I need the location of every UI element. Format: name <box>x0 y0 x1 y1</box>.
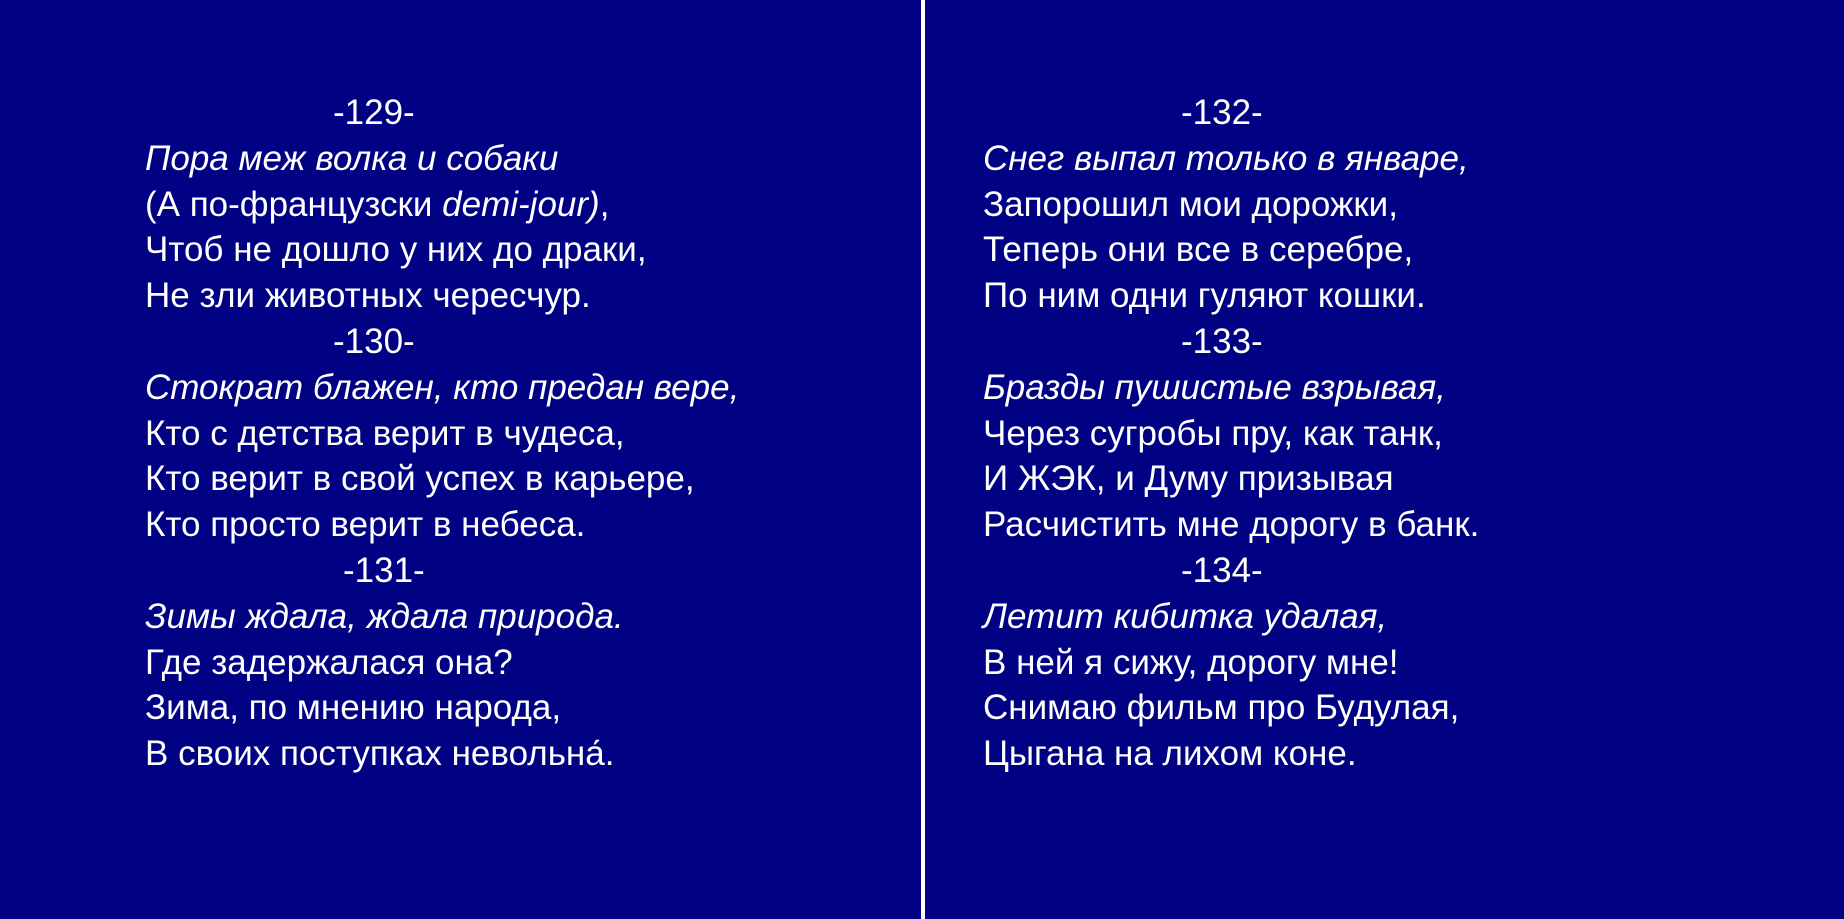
stanza-134-line-3: Снимаю фильм про Будулая, <box>983 688 1460 728</box>
stanza-133-line-4: Расчистить мне дорогу в банк. <box>983 505 1480 545</box>
right-column <box>983 90 1479 777</box>
stanza-number-134: -134- <box>1181 550 1263 590</box>
stanza-number-130: -130- <box>333 321 415 361</box>
stanza-number-129: -129- <box>333 93 415 132</box>
stanza-number-132: -132- <box>1181 93 1263 132</box>
stanza-133-line-3: И ЖЭК, и Думу призывая <box>983 459 1394 499</box>
stanza-130-line-1: Стократ блажен, кто предан вере, <box>145 367 740 407</box>
stanza-131-line-3: Зима, по мнению народа, <box>145 688 562 728</box>
stanza-129-line-4: Не зли животных чересчур. <box>145 276 591 316</box>
stanza-131-line-1: Зимы ждала, ждала природа. <box>145 596 624 636</box>
stanza-134-line-4: Цыгана на лихом коне. <box>983 734 1357 774</box>
stanza-131-line-2: Где задержалася она? <box>145 642 513 682</box>
stanza-132-line-2: Запорошил мои дорожки, <box>983 184 1398 224</box>
stanza-134-line-1: Летит кибитка удалая, <box>983 596 1388 636</box>
stanza-129-line-2-text: (А по-французски <box>145 184 443 224</box>
stanza-129-line-2-italic: demi-jour) <box>442 184 600 224</box>
stanza-number-133: -133- <box>1181 321 1263 361</box>
stanza-130-line-2: Кто с детства верит в чудеса, <box>145 413 625 453</box>
stanza-134-line-2: В ней я сижу, дорогу мне! <box>983 642 1399 682</box>
stanza-131-line-4: В своих поступках невольна́. <box>145 734 615 774</box>
stanza-132-line-3: Теперь они все в серебре, <box>983 230 1414 270</box>
stanza-130-line-3: Кто верит в свой успех в карьере, <box>145 459 695 499</box>
stanza-133-line-1: Бразды пушистые взрывая, <box>983 367 1446 407</box>
stanza-129-line-2 <box>145 182 739 228</box>
stanza-133-line-2: Через сугробы пру, как танк, <box>983 413 1443 453</box>
stanza-130-line-4: Кто просто верит в небеса. <box>145 505 586 545</box>
stanza-132-line-1: Снег выпал только в январе, <box>983 138 1469 178</box>
column-divider <box>921 0 925 919</box>
stanza-129-line-3: Чтоб не дошло у них до драки, <box>145 230 647 270</box>
left-column <box>145 90 739 777</box>
stanza-129-line-2-tail: , <box>599 184 610 224</box>
stanza-129-line-1: Пора меж волка и собаки <box>145 138 559 178</box>
stanza-132-line-4: По ним одни гуляют кошки. <box>983 276 1426 316</box>
stanza-number-131: -131- <box>343 550 425 590</box>
